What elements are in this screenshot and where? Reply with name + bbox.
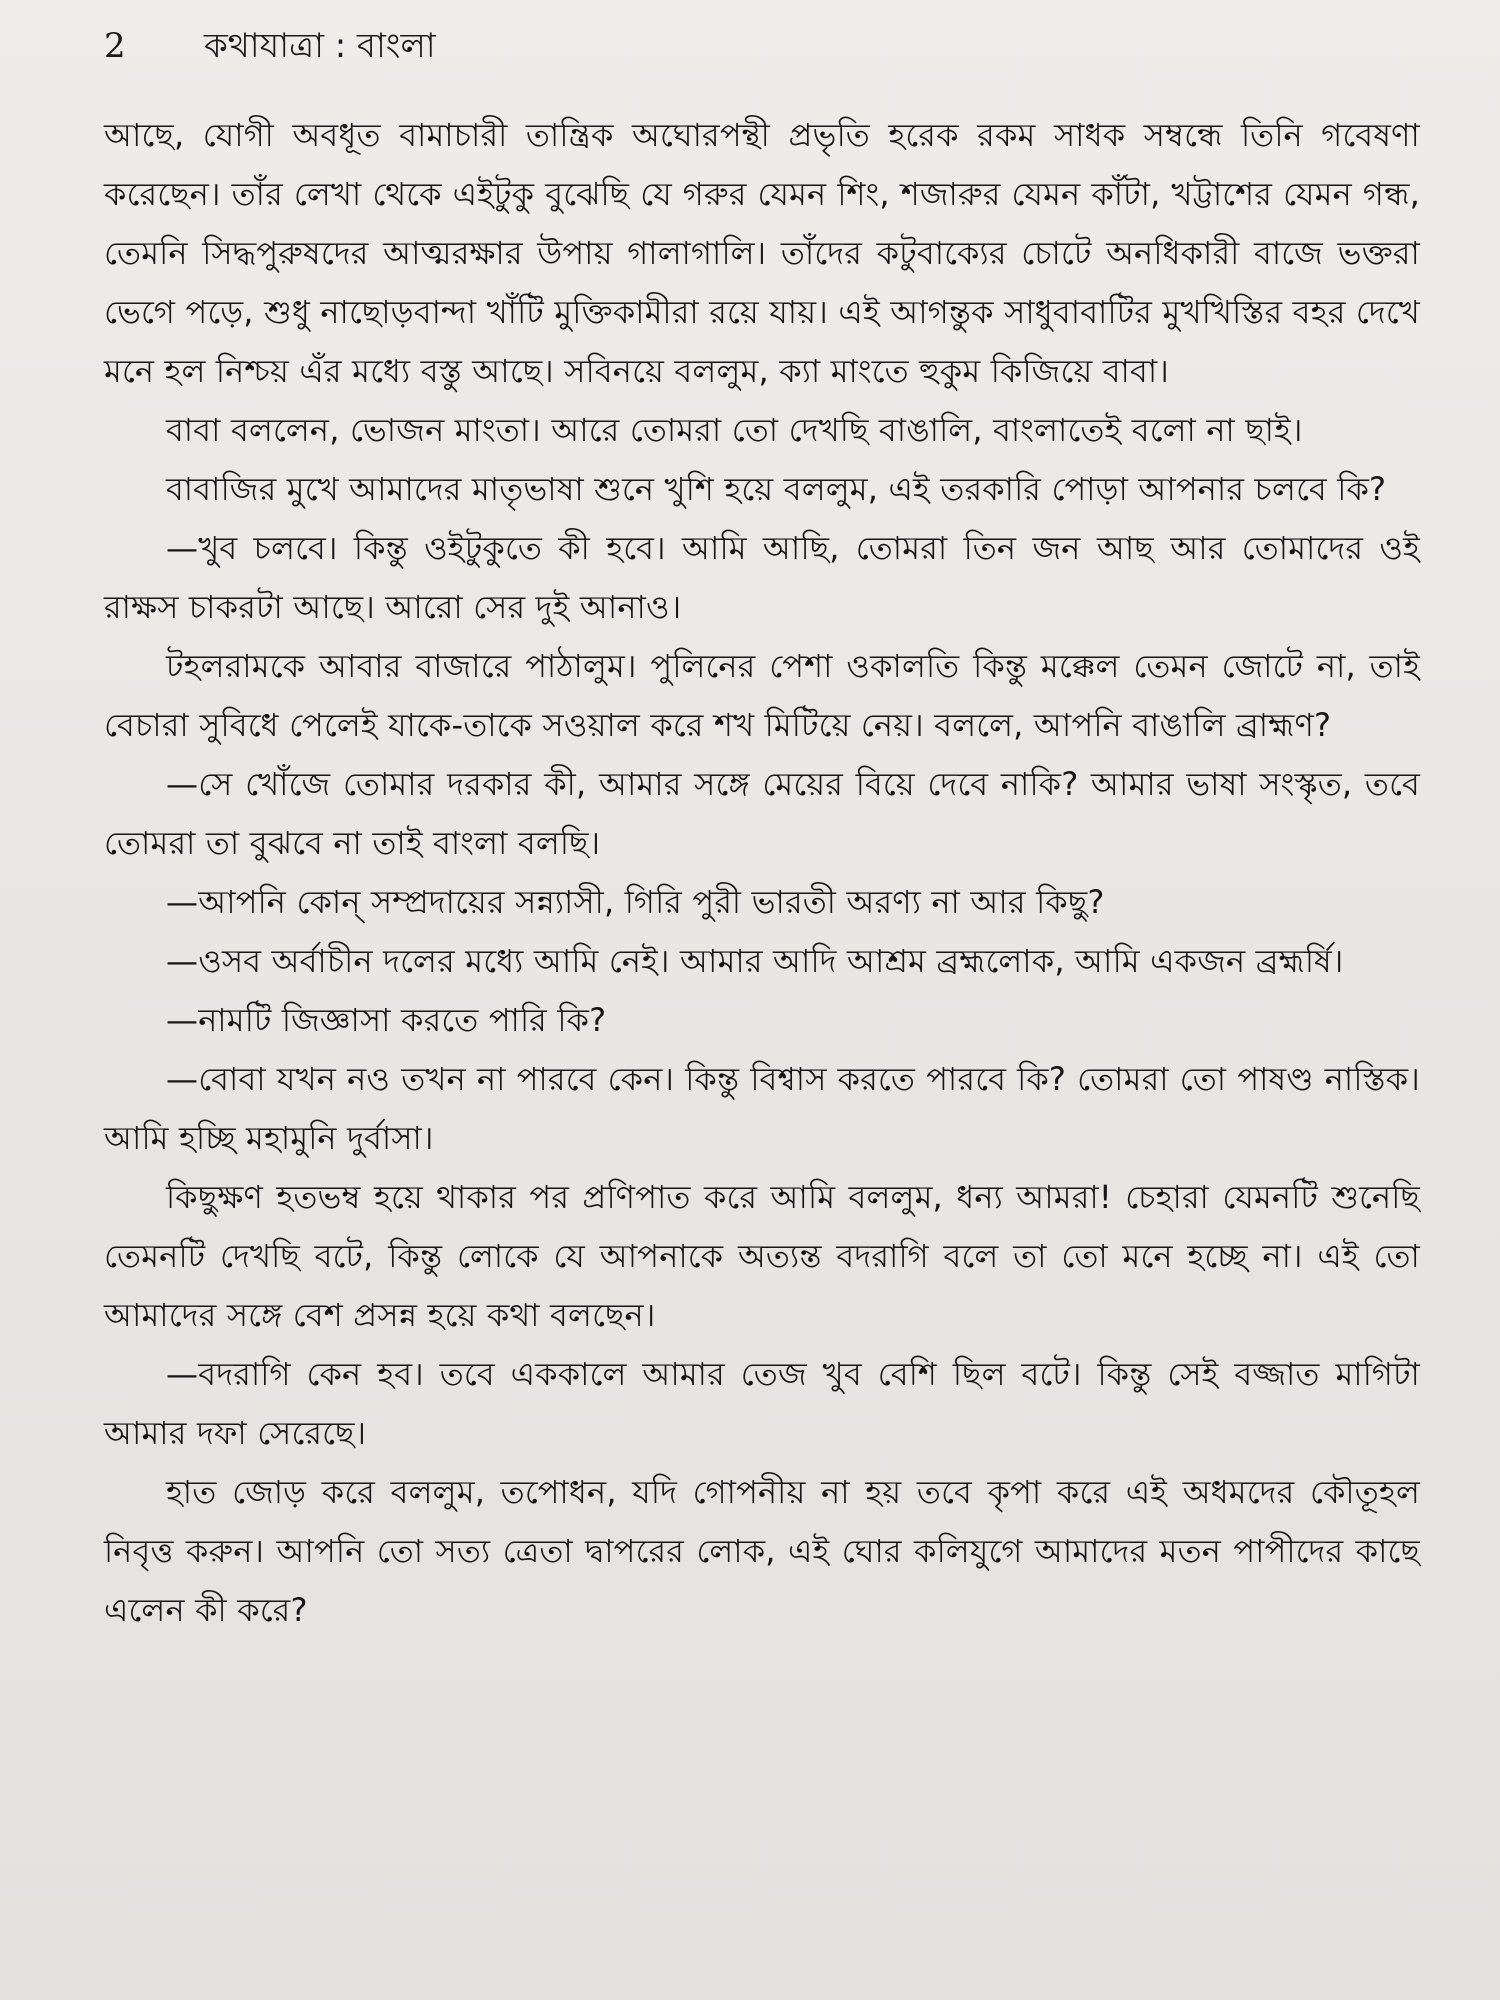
paragraph: টহলরামকে আবার বাজারে পাঠালুম। পুলিনের পেশা ওকালতি কিন্তু মক্কেল তেমন জোটে না, তাই বেচারা সুবিধে পেলেই যাকে-তাকে সওয়াল করে শখ মিটিয়ে নেয়। বললে, আপনি বাঙালি ব্রাহ্মণ? (104, 647, 1420, 744)
dialogue-line: —আপনি কোন্ সম্প্রদায়ের সন্ন্যাসী, গিরি পুরী ভারতী অরণ্য না আর কিছু? (166, 883, 1105, 921)
running-head (104, 26, 436, 66)
dialogue-line: —নামটি জিজ্ঞাসা করতে পারি কি? (166, 1001, 607, 1039)
book-title: কথাযাত্রা : বাংলা (204, 26, 436, 66)
dialogue-line: —বোবা যখন নও তখন না পারবে কেন। কিন্তু বিশ্বাস করতে পারবে কি? তোমরা তো পাষণ্ড নাস্তিক। আমি হচ্ছি মহামুনি দুর্বাসা। (104, 1060, 1420, 1157)
paragraph: কিছুক্ষণ হতভম্ব হয়ে থাকার পর প্রণিপাত করে আমি বললুম, ধন্য আমরা! চেহারা যেমনটি শুনেছি তেমনটি দেখছি বটে, কিন্তু লোকে যে আপনাকে অত্যন্ত বদরাগি বলে তা তো মনে হচ্ছে না। এই তো আমাদের সঙ্গে বেশ প্রসন্ন হয়ে কথা বলছেন। (104, 1178, 1420, 1334)
paragraph: বাবাজির মুখে আমাদের মাতৃভাষা শুনে খুশি হয়ে বললুম, এই তরকারি পোড়া আপনার চলবে কি? (166, 470, 1387, 508)
body-text (104, 106, 1420, 1640)
dialogue-line: —ওসব অর্বাচীন দলের মধ্যে আমি নেই। আমার আদি আশ্রম ব্রহ্মলোক, আমি একজন ব্রহ্মর্ষি। (166, 942, 1344, 980)
paragraph: বাবা বললেন, ভোজন মাংতা। আরে তোমরা তো দেখছি বাঙালি, বাংলাতেই বলো না ছাই। (166, 411, 1303, 449)
paragraph: —খুব চলবে। কিন্তু ওইটুকুতে কী হবে। আমি আছি, তোমরা তিন জন আছ আর তোমাদের ওই রাক্ষস চাকরটা আছে। আরো সের দুই আনাও। (104, 529, 1420, 626)
dialogue-line: —সে খোঁজে তোমার দরকার কী, আমার সঙ্গে মেয়ের বিয়ে দেবে নাকি? আমার ভাষা সংস্কৃত, তবে তোমরা তা বুঝবে না তাই বাংলা বলছি। (104, 765, 1420, 862)
dialogue-line: —বদরাগি কেন হব। তবে এককালে আমার তেজ খুব বেশি ছিল বটে। কিন্তু সেই বজ্জাত মাগিটা আমার দফা সেরেছে। (104, 1355, 1420, 1452)
paragraph: আছে, যোগী অবধূত বামাচারী তান্ত্রিক অঘোরপন্থী প্রভৃতি হরেক রকম সাধক সম্বন্ধে তিনি গবেষণা করেছেন। তাঁর লেখা থেকে এইটুকু বুঝেছি যে গরুর যেমন শিং, শজারুর যেমন কাঁটা, খট্টাশের যেমন গন্ধ, তেমনি সিদ্ধপুরুষদের আত্মরক্ষার উপায় গালাগালি। তাঁদের কটুবাক্যের চোটে অনধিকারী বাজে ভক্তরা ভেগে পড়ে, শুধু নাছোড়বান্দা খাঁটি মুক্তিকামীরা রয়ে যায়। এই আগন্তুক সাধুবাবাটির মুখখিস্তির বহর দেখে মনে হল নিশ্চয় এঁর মধ্যে বস্তু আছে। সবিনয়ে বললুম, ক্যা মাংতে হুকুম কিজিয়ে বাবা। (104, 116, 1420, 390)
page-number: 2 (104, 26, 126, 66)
paragraph: হাত জোড় করে বললুম, তপোধন, যদি গোপনীয় না হয় তবে কৃপা করে এই অধমদের কৌতূহল নিবৃত্ত করুন। আপনি তো সত্য ত্রেতা দ্বাপরের লোক, এই ঘোর কলিযুগে আমাদের মতন পাপীদের কাছে এলেন কী করে? (104, 1473, 1420, 1629)
